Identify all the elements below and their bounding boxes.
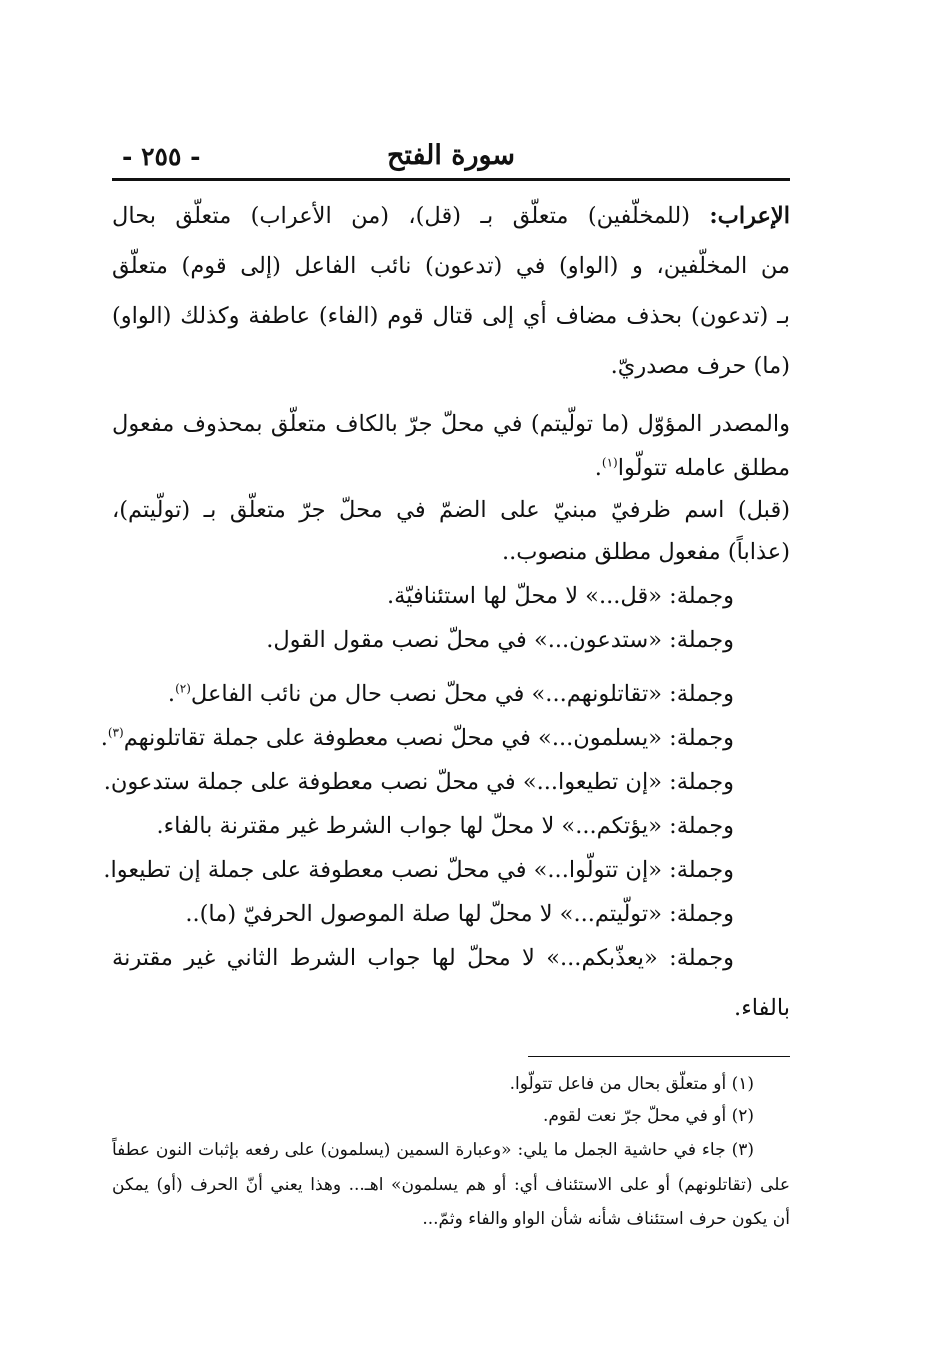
page-header [112,138,790,180]
surah-title: سورة الفتح [386,140,516,171]
jumla-text: وجملة: «تقاتلونهم...» في محلّ نصب حال من نائب الفاعل [190,681,734,707]
jumla-line [104,769,734,795]
footnote: (٣) جاء في حاشية الجمل ما يلي: «وعبارة السمين (يسلمون) على رفعه بإثبات النون عطفاً [112,1140,754,1160]
jumla-text: وجملة: «يسلمون...» في محلّ نصب معطوفة على جملة تقاتلونهم [123,725,734,751]
jumla-line: وجملة: «يعذّبكم...» لا محلّ لها جواب الشرط الثاني غير مقترنة [112,945,734,971]
jumla-line [387,583,734,609]
footnote-rule [528,1056,790,1057]
jumla-line [185,901,734,927]
jumla-line [156,813,734,839]
paragraph-line: والمصدر المؤوّل (ما تولّيتم) في محلّ جرّ بالكاف متعلّق بمحذوف مفعول [112,411,790,437]
i3rab-label: الإعراب: [709,203,790,229]
footnote: (٢) أو في محلّ جرّ نعت لقوم. [542,1106,754,1126]
jumla-text: وجملة: «تولّيتم...» لا محلّ لها صلة الموصول الحرفيّ (ما).. [185,901,734,927]
header-rule [112,178,790,181]
footnote-ref: (١) [601,455,618,470]
page-number: - ٢٥٥ - [122,142,201,171]
jumla-text: وجملة: «إن تتولّوا...» في محلّ نصب معطوفة على جملة إن تطيعوا. [103,857,734,883]
footnote: أن يكون حرف استئناف شأنه شأن الواو والفاء وثمّ... [422,1209,790,1229]
paragraph-text: (للمخلّفين) متعلّق بـ (قل)، (من الأعراب) متعلّق بحال [112,203,690,229]
footnote-ref: (٢) [175,681,191,696]
paragraph-line: (ما) حرف مصدريّ. [610,353,790,379]
jumla-line: بالفاء. [734,995,790,1021]
paragraph-line: (عذاباً) مفعول مطلق منصوب.. [501,539,790,565]
paragraph-end: . [594,455,602,481]
paragraph-line [112,203,790,229]
paragraph-line: بـ (تدعون) بحذف مضاف أي إلى قتال قوم (الفاء) عاطفة وكذلك (الواو) [112,303,790,329]
paragraph-text: مطلق عامله تتولّوا [617,455,790,481]
jumla-text: وجملة: «يؤتكم...» لا محلّ لها جواب الشرط غير مقترنة بالفاء. [156,813,734,839]
jumla-line: وجملة: «تقاتلونهم...» في محلّ نصب حال من نائب الفاعل$^{(٢)}$. [167,681,734,707]
paragraph-line [595,455,790,481]
paragraph-line: (قبل) اسم ظرفيّ مبنيّ على الضمّ في محلّ جرّ متعلّق بـ (تولّيتم)، [112,497,790,523]
jumla-text: وجملة: «إن تطيعوا...» في محلّ نصب معطوفة على جملة ستدعون. [103,769,734,795]
jumla-text: وجملة: «قل...» لا محلّ لها استئنافيّة. [386,583,734,609]
footnote-ref: (٣) [107,725,124,740]
paragraph-line: من المخلّفين، و (الواو) في (تدعون) نائب الفاعل (إلى قوم) متعلّق [112,253,790,279]
jumla-line [266,627,734,653]
jumla-line [103,857,734,883]
jumla-text: وجملة: «ستدعون...» في محلّ نصب مقول القول. [266,627,734,653]
footnote: على (تقاتلونهم) أو على الاستئناف أي: أو هم يسلمون» اهـ... وهذا يعني أنّ الحرف (أو) يمكن [112,1175,790,1195]
jumla-line: وجملة: «يسلمون...» في محلّ نصب معطوفة على جملة تقاتلونهم$^{(٣)}$. [100,725,734,751]
footnote: (١) أو متعلّق بحال من فاعل تتولّوا. [509,1074,754,1094]
